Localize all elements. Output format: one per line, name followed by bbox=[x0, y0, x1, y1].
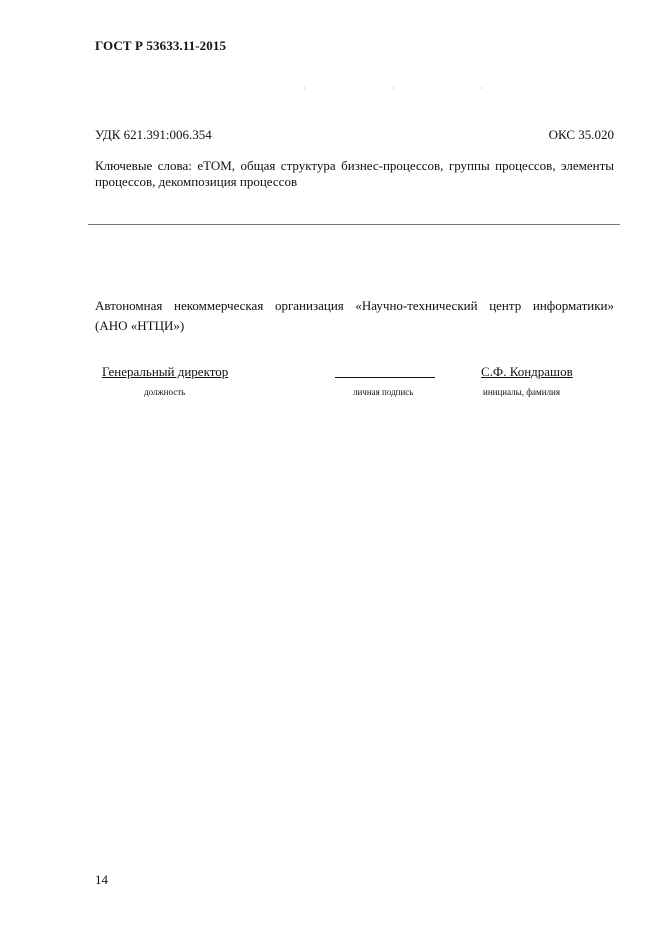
signer-name: С.Ф. Кондрашов bbox=[481, 364, 573, 379]
oks-code: ОКС 35.020 bbox=[548, 127, 614, 142]
separator-line bbox=[88, 224, 620, 225]
organization-name: Автономная некоммерческая организация «Научно-технический центр информатики» bbox=[95, 298, 614, 313]
signature-caption: личная подпись bbox=[353, 387, 414, 397]
signature-line bbox=[335, 377, 435, 378]
keywords-paragraph: Ключевые слова: eTOM, общая структура бизнес-процессов, группы процессов, элементы процессов, декомпозиция процессов bbox=[95, 158, 614, 189]
name-caption: инициалы, фамилия bbox=[483, 387, 560, 397]
organization-abbreviation: (АНО «НТЦИ») bbox=[95, 318, 185, 333]
udk-code: УДК 621.391:006.354 bbox=[95, 127, 212, 142]
position-caption: должность bbox=[144, 387, 186, 397]
standard-number: ГОСТ Р 53633.11-2015 bbox=[95, 38, 227, 53]
page-number: 14 bbox=[95, 872, 108, 887]
signer-position: Генеральный директор bbox=[102, 364, 229, 379]
scan-artifact-dots: · · · bbox=[303, 84, 525, 93]
